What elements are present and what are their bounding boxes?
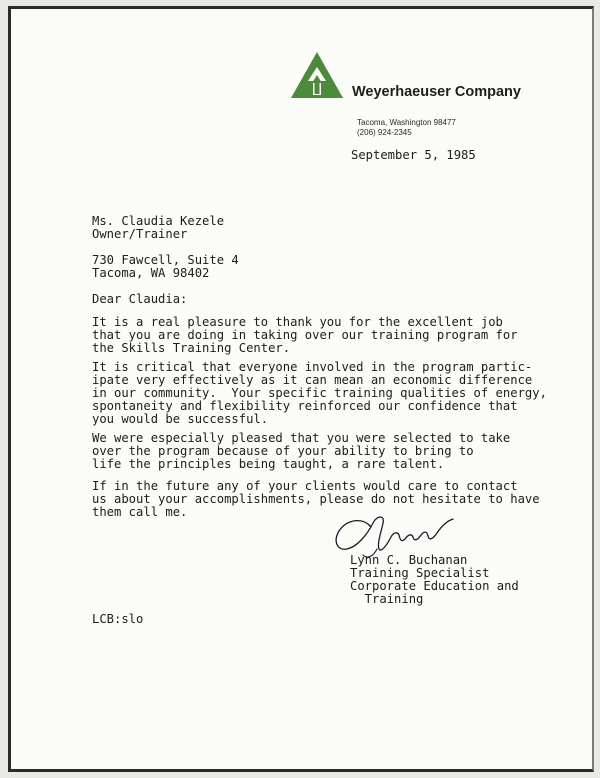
recipient-city: Tacoma, WA 98402 xyxy=(92,266,210,280)
body-paragraph xyxy=(92,316,518,355)
company-phone: (206) 924-2345 xyxy=(357,128,412,137)
paragraph-line: spontaneity and flexibility reinforced our confidence that xyxy=(92,399,518,414)
body-paragraph xyxy=(92,432,510,471)
sender-title: Training Specialist xyxy=(350,566,490,580)
paragraph-line: us about your accomplishments, please do not hesitate to have xyxy=(92,492,540,507)
recipient-name: Ms. Claudia Kezele xyxy=(92,214,225,228)
body-paragraph xyxy=(92,361,547,426)
paragraph-line: It is critical that everyone involved in the program partic- xyxy=(92,360,533,374)
letter-date: September 5, 1985 xyxy=(351,148,476,162)
paragraph-line: the Skills Training Center. xyxy=(92,341,291,356)
tree-triangle-icon xyxy=(290,51,344,99)
recipient-title: Owner/Trainer xyxy=(92,227,188,241)
company-address: Tacoma, Washington 98477 xyxy=(357,118,456,127)
paragraph-line: over the program because of your ability to bring to xyxy=(92,444,474,459)
letter-page xyxy=(8,6,594,772)
paragraph-line: If in the future any of your clients would care to contact xyxy=(92,479,518,493)
salutation: Dear Claudia: xyxy=(92,292,188,306)
company-name: Weyerhaeuser Company xyxy=(352,84,521,100)
paragraph-line: that you are doing in taking over our training program for xyxy=(92,328,518,343)
paragraph-line: in our community. Your specific training qualities of energy, xyxy=(92,386,547,401)
paragraph-line: It is a real pleasure to thank you for the excellent job xyxy=(92,315,503,329)
paragraph-line: them call me. xyxy=(92,505,188,520)
paragraph-line: We were especially pleased that you were selected to take xyxy=(92,431,511,445)
sender-department: Corporate Education and xyxy=(350,579,519,593)
paragraph-line: life the principles being taught, a rare talent. xyxy=(92,457,445,472)
sender-department-cont: Training xyxy=(350,592,424,606)
paragraph-line: ipate very effectively as it can mean an economic difference xyxy=(92,373,533,388)
paragraph-line: you would be successful. xyxy=(92,412,269,427)
sender-name: Lynn C. Buchanan xyxy=(350,553,468,567)
recipient-street: 730 Fawcell, Suite 4 xyxy=(92,253,239,267)
reference-initials: LCB:slo xyxy=(92,612,144,626)
